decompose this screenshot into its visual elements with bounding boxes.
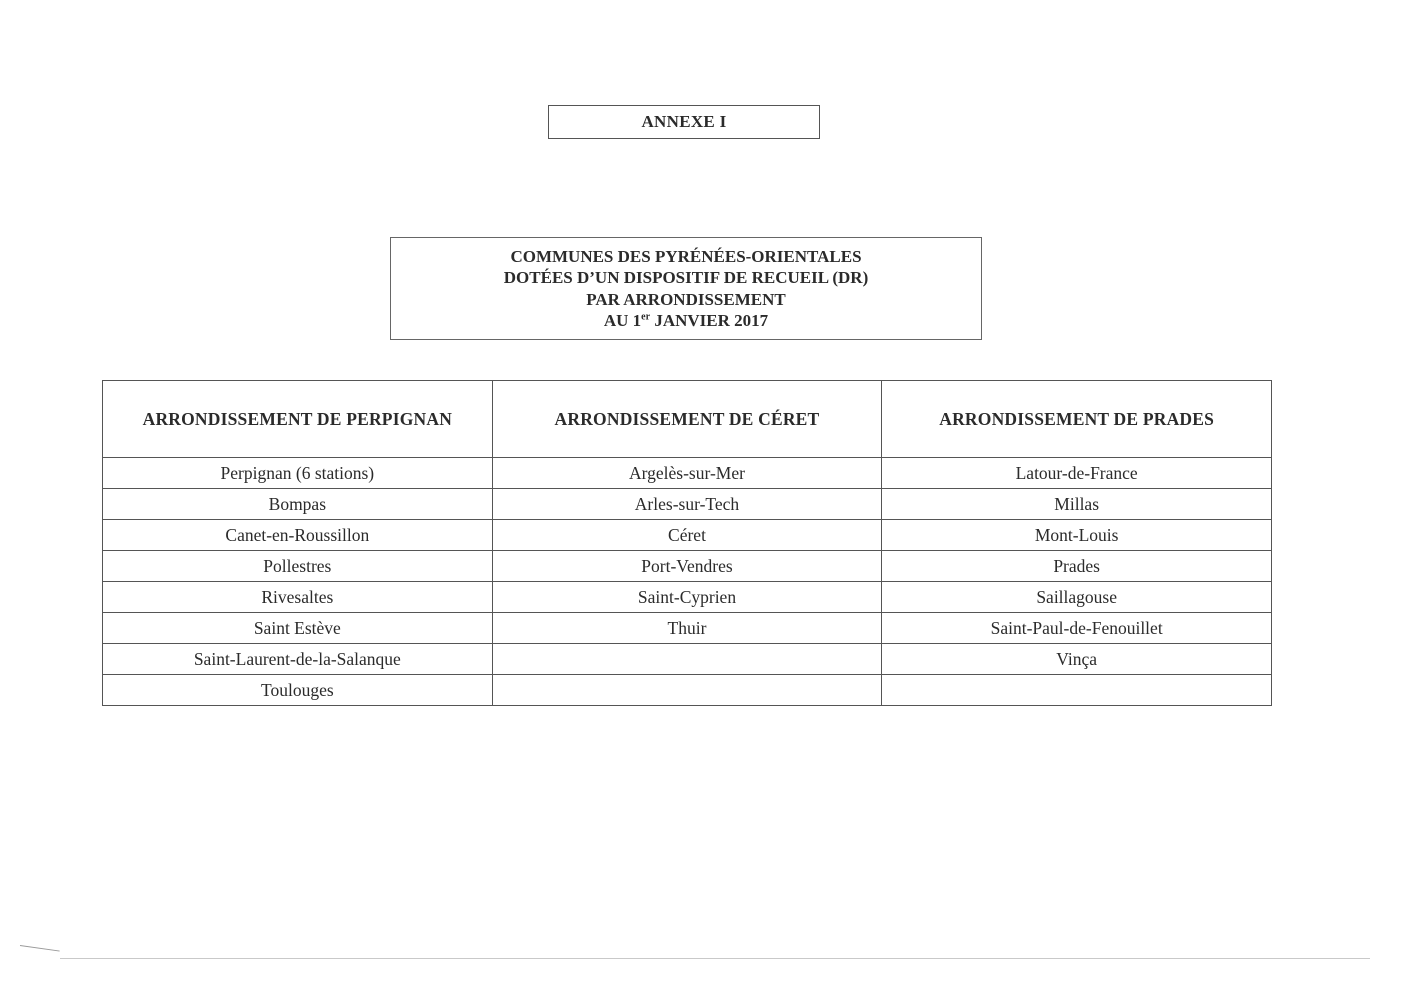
table-cell: Bompas <box>103 489 493 520</box>
table-cell: Port-Vendres <box>492 551 882 582</box>
table-cell: Toulouges <box>103 675 493 706</box>
table-cell: Rivesaltes <box>103 582 493 613</box>
table-cell: Argelès-sur-Mer <box>492 458 882 489</box>
table-cell <box>882 675 1272 706</box>
table-cell: Latour-de-France <box>882 458 1272 489</box>
table-cell: Pollestres <box>103 551 493 582</box>
table-cell: Millas <box>882 489 1272 520</box>
table-cell: Mont-Louis <box>882 520 1272 551</box>
communes-table-wrapper <box>102 380 1272 706</box>
table-cell: Vinça <box>882 644 1272 675</box>
document-title <box>390 237 982 340</box>
table-cell: Saint-Paul-de-Fenouillet <box>882 613 1272 644</box>
header-ceret: ARRONDISSEMENT DE CÉRET <box>492 381 882 458</box>
table-cell: Thuir <box>492 613 882 644</box>
table-row <box>103 613 1272 644</box>
title-date-suffix: JANVIER 2017 <box>650 311 769 330</box>
title-date-prefix: AU 1 <box>603 311 642 330</box>
table-row <box>103 551 1272 582</box>
table-cell <box>492 675 882 706</box>
scan-artifact-line <box>20 945 60 952</box>
table-cell: Perpignan (6 stations) <box>103 458 493 489</box>
title-date-superscript: er <box>641 311 651 323</box>
header-prades: ARRONDISSEMENT DE PRADES <box>882 381 1272 458</box>
table-cell: Saint Estève <box>103 613 493 644</box>
table-cell: Saint-Cyprien <box>492 582 882 613</box>
page-footer-rule <box>60 958 1370 959</box>
table-cell: Saillagouse <box>882 582 1272 613</box>
title-line-4 <box>604 310 768 332</box>
table-cell <box>492 644 882 675</box>
table-cell: Saint-Laurent-de-la-Salanque <box>103 644 493 675</box>
table-cell: Prades <box>882 551 1272 582</box>
table-row <box>103 520 1272 551</box>
table-row <box>103 582 1272 613</box>
table-cell: Canet-en-Roussillon <box>103 520 493 551</box>
table-cell: Céret <box>492 520 882 551</box>
title-line-3: PAR ARRONDISSEMENT <box>586 289 786 309</box>
table-cell: Arles-sur-Tech <box>492 489 882 520</box>
title-line-1: COMMUNES DES PYRÉNÉES-ORIENTALES <box>510 246 862 266</box>
communes-table <box>102 380 1272 706</box>
table-row <box>103 458 1272 489</box>
header-perpignan: ARRONDISSEMENT DE PERPIGNAN <box>103 381 493 458</box>
table-row <box>103 675 1272 706</box>
annex-label: ANNEXE I <box>548 105 820 139</box>
table-row <box>103 644 1272 675</box>
table-row <box>103 489 1272 520</box>
table-header-row <box>103 381 1272 458</box>
title-line-2: DOTÉES D’UN DISPOSITIF DE RECUEIL (DR) <box>503 268 869 287</box>
